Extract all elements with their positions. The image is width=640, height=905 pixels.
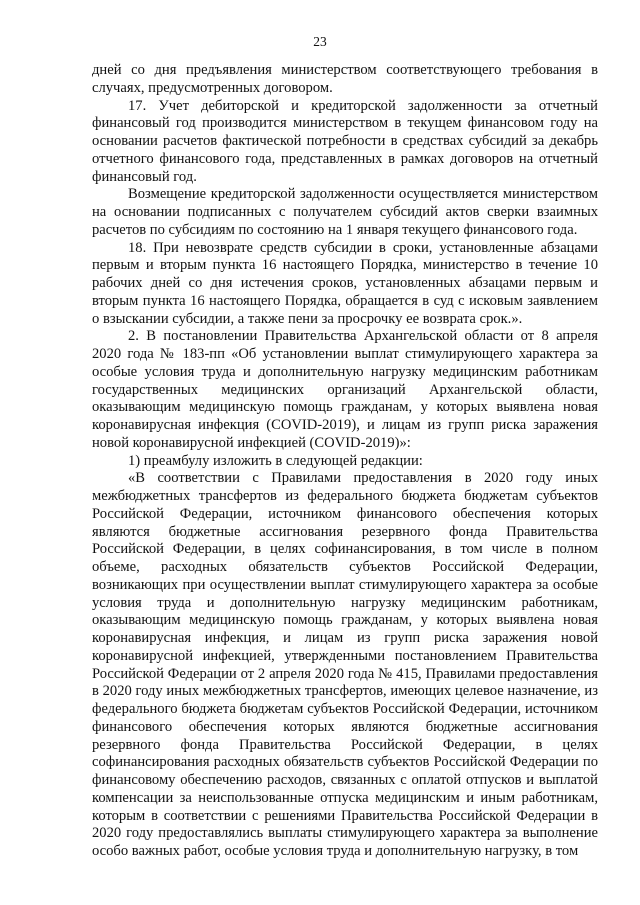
paragraph-section-2: 2. В постановлении Правительства Архангельской области от 8 апреля 2020 года № 183-пп «Об установлении выплат стимулирующего характера за особые условия труда и дополнительную нагрузку медицинским работникам государственных медицинских организаций Архангельской области, оказывающим медицинскую помощь гражданам, у которых выявлена новая коронавирусная инфекция (COVID-2019), и лицам из групп риска заражения новой коронавирусной инфекцией (COVID-2019)»: [92, 328, 598, 451]
page-number: 23 [313, 34, 327, 49]
paragraph-item-18: 18. При невозврате средств субсидии в сроки, установленные абзацами первым и вторым пункта 16 настоящего Порядка, министерство в течение 10 рабочих дней со дня истечения сроков, установленных абзацами первым и вторым пункта 16 настоящего Порядка, обращается в суд с исковым заявлением о взыскании субсидии, а также пени за просрочку ее возврата срок.». [92, 239, 598, 327]
paragraph-item-17: 17. Учет дебиторской и кредиторской задолженности за отчетный финансовый год производится министерством в текущем финансовом году на основании расчетов фактической потребности в средствах субсидий за декабрь отчетного финансового года, представленных в рамках договоров на отчетный финансовый год. [92, 97, 598, 185]
document-body [92, 62, 598, 861]
paragraph-preamble-instruction: 1) преамбулу изложить в следующей редакции: [128, 452, 423, 469]
paragraph-preamble-text: «В соответствии с Правилами предоставления в 2020 году иных межбюджетных трансфертов из федерального бюджета бюджетам субъектов Российской Федерации, источником финансового обеспечения которых являются бюджетные ассигнования резервного фонда Правительства Российской Федерации, в целях софинансирования, в том числе в полном объеме, расходных обязательств субъектов Российской Федерации, возникающих при осуществлении выплат стимулирующего характера за особые условия труда и дополнительную нагрузку медицинским работникам, оказывающим медицинскую помощь гражданам, у которых выявлена новая коронавирусная инфекция, и лицам из групп риска заражения новой коронавирусной инфекцией, утвержденными постановлением Правительства Российской Федерации от 2 апреля 2020 года № 415, Правилами предоставления в 2020 году иных межбюджетных трансфертов, имеющих целевое назначение, из федерального бюджета бюджетам субъектов Российской Федерации, источником финансового обеспечения которых являются бюджетные ассигнования резервного фонда Правительства Российской Федерации, в целях софинансирования расходных обязательств субъектов Российской Федерации по финансовому обеспечению расходов, связанных с оплатой отпусков и выплатой компенсации за неиспользованные отпуска медицинским и иным работникам, которым в соответствии с решениями Правительства Российской Федерации в 2020 году предоставлялись выплаты стимулирующего характера за выполнение особо важных работ, особые условия труда и дополнительную нагрузку, в том [92, 470, 598, 859]
paragraph-creditor-debt: Возмещение кредиторской задолженности осуществляется министерством на основании подписанных с получателем субсидий актов сверки взаимных расчетов по субсидиям по состоянию на 1 января текущего финансового года. [92, 186, 598, 238]
paragraph-continuation: дней со дня предъявления министерством соответствующего требования в случаях, предусмотренных договором. [92, 62, 598, 96]
